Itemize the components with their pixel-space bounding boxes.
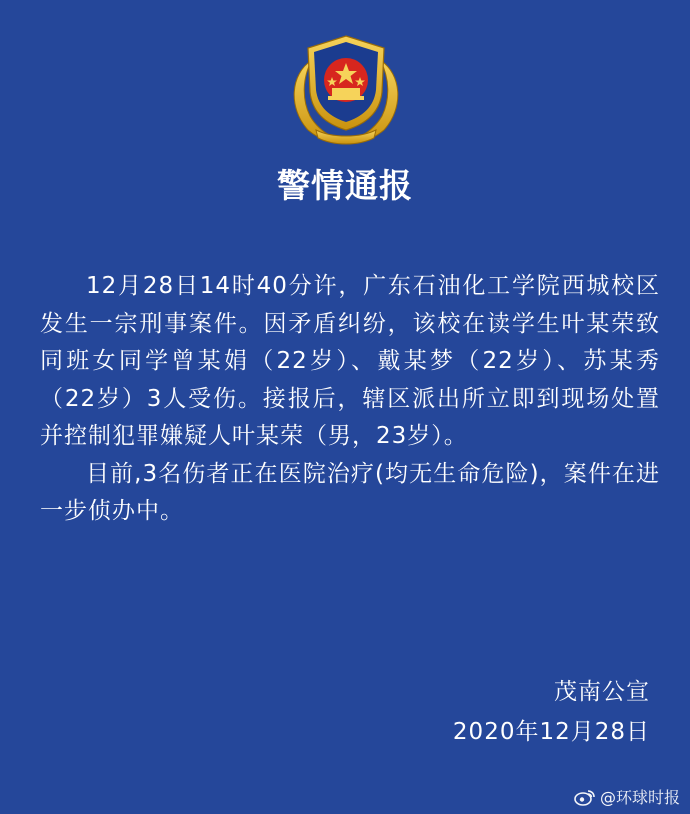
notice-paragraph: 目前,3名伤者正在医院治疗(均无生命危险)，案件在进一步侦办中。 [40, 460, 660, 524]
notice-paragraph: 12月28日14时40分许，广东石油化工学院西城校区发生一宗刑事案件。因矛盾纠纷，该校在读学生叶某荣致同班女同学曾某娟（22岁）、戴某梦（22岁）、苏某秀（22岁）3人受伤。接报后，辖区派出所立即到现场处置并控制犯罪嫌疑人叶某荣（男，23岁）。 [40, 273, 660, 449]
weibo-icon [574, 788, 596, 806]
watermark-text: @环球时报 [599, 788, 680, 807]
issue-date: 2020年12月28日 [452, 719, 650, 745]
police-emblem-icon [282, 30, 410, 148]
issuer-name: 茂南公宣 [554, 679, 650, 705]
notice-body [40, 268, 660, 531]
weibo-watermark [574, 785, 680, 808]
notice-title: 警情通报 [277, 166, 413, 205]
notice-signature [453, 672, 650, 752]
